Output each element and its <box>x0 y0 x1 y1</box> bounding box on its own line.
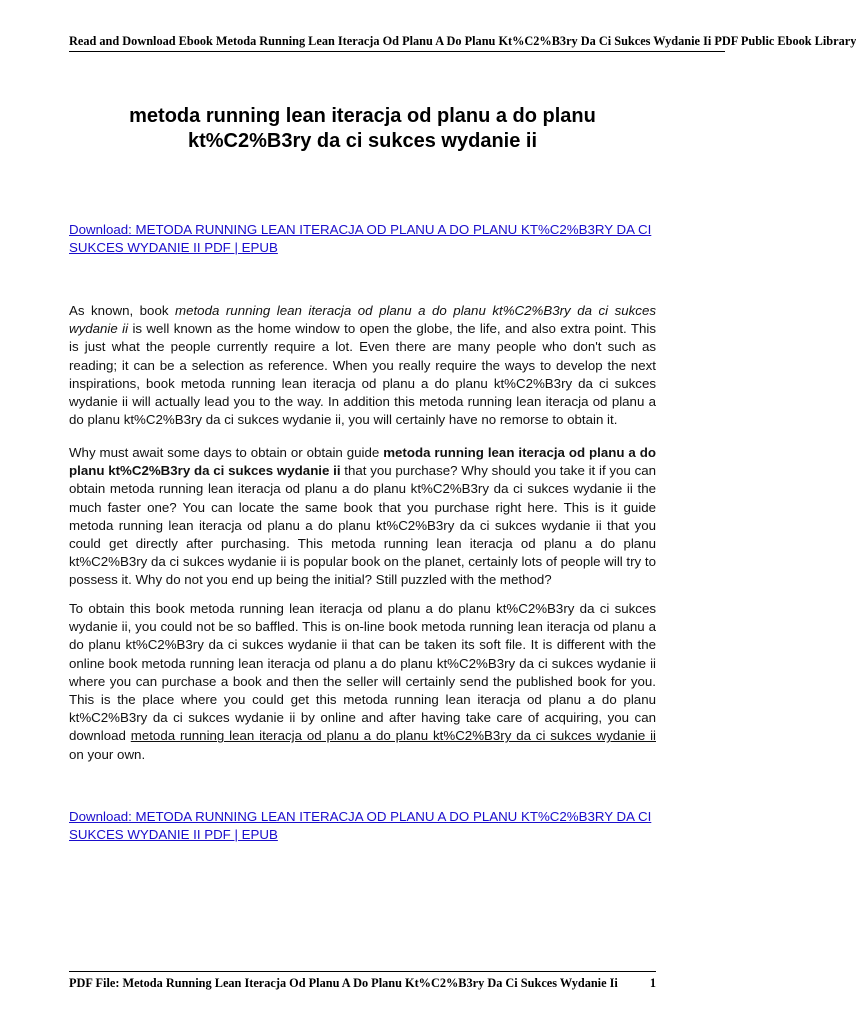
paragraph-1-italic-title: metoda running lean iteracja od planu a do planu kt%C2%B3ry da ci sukces wydanie ii <box>69 303 656 337</box>
header-divider <box>69 51 725 52</box>
title-line-1: metoda running lean iteracja od planu a do planu <box>129 105 596 127</box>
paragraph-3-lead: To obtain this book metoda running lean iteracja od planu a do planu kt%C2%B3ry da ci sukces wydanie ii, you could not be so baffled. This is on-line book metoda running lean iteracja od planu a do planu kt%C2%B3ry da ci sukces wydanie ii that can be taken its soft file. It is different with the online book metoda running lean iteracja od planu a do planu kt%C2%B3ry da ci sukces wydanie ii where you can purchase a book and then the seller will certainly send the published book for you. This is the place where you could get this metoda running lean iteracja od planu a do planu kt%C2%B3ry da ci sukces wydanie ii by online and after having take care of acquiring, you can download <box>69 601 656 744</box>
paragraph-2-rest: that you purchase? Why should you take it if you can obtain metoda running lean iteracja od planu a do planu kt%C2%B3ry da ci sukces wydanie ii the much faster one? You can locate the same book that you purchase right here. This is it guide metoda running lean iteracja od planu a do planu kt%C2%B3ry da ci sukces wydanie ii that you could get directly after purchasing. This metoda running lean iteracja od planu a do planu kt%C2%B3ry da ci sukces wydanie ii is popular book on the planet, certainly lots of people will try to possess it. Why do not you end up being the initial? Still puzzled with the method? <box>69 463 657 588</box>
running-header: Read and Download Ebook Metoda Running Lean Iteracja Od Planu A Do Planu Kt%C2%B3ry Da Ci Sukces Wydanie Ii PDF Public Ebook Library <box>69 34 856 48</box>
download-link-bottom[interactable]: Download: METODA RUNNING LEAN ITERACJA OD PLANU A DO PLANU KT%C2%B3RY DA CI SUKCES WYDANIE II PDF | EPUB <box>69 809 652 842</box>
paragraph-3-underlined-title: metoda running lean iteracja od planu a do planu kt%C2%B3ry da ci sukces wydanie ii <box>130 728 656 744</box>
paragraph-3 <box>69 600 656 764</box>
running-footer: PDF File: Metoda Running Lean Iteracja Od Planu A Do Planu Kt%C2%B3ry Da Ci Sukces Wydanie Ii <box>69 976 618 990</box>
footer-divider <box>69 971 656 972</box>
page-number: 1 <box>649 976 656 990</box>
title-line-2: kt%C2%B3ry da ci sukces wydanie ii <box>187 130 538 152</box>
paragraph-2-lead: Why must await some days to obtain or obtain guide <box>69 445 384 460</box>
paragraph-1-rest: is well known as the home window to open the globe, the life, and also extra point. This is just what the people currently require a lot. Even there are many people who don't such as reading; it can be a selection as reference. When you really require the ways to develop the next inspirations, book metoda running lean iteracja od planu a do planu kt%C2%B3ry da ci sukces wydanie ii will actually lead you to the way. In addition this metoda running lean iteracja od planu a do planu kt%C2%B3ry da ci sukces wydanie ii, you will certainly have no remorse to obtain it. <box>69 321 657 428</box>
page-title <box>90 104 635 154</box>
paragraph-2-bold-title: metoda running lean iteracja od planu a do planu kt%C2%B3ry da ci sukces wydanie ii <box>69 445 656 479</box>
paragraph-1-lead: As known, book <box>69 303 176 318</box>
paragraph-3-rest: on your own. <box>69 746 146 762</box>
paragraph-1 <box>69 302 656 429</box>
paragraph-2 <box>69 444 656 590</box>
download-link-top[interactable]: Download: METODA RUNNING LEAN ITERACJA OD PLANU A DO PLANU KT%C2%B3RY DA CI SUKCES WYDANIE II PDF | EPUB <box>69 222 652 255</box>
